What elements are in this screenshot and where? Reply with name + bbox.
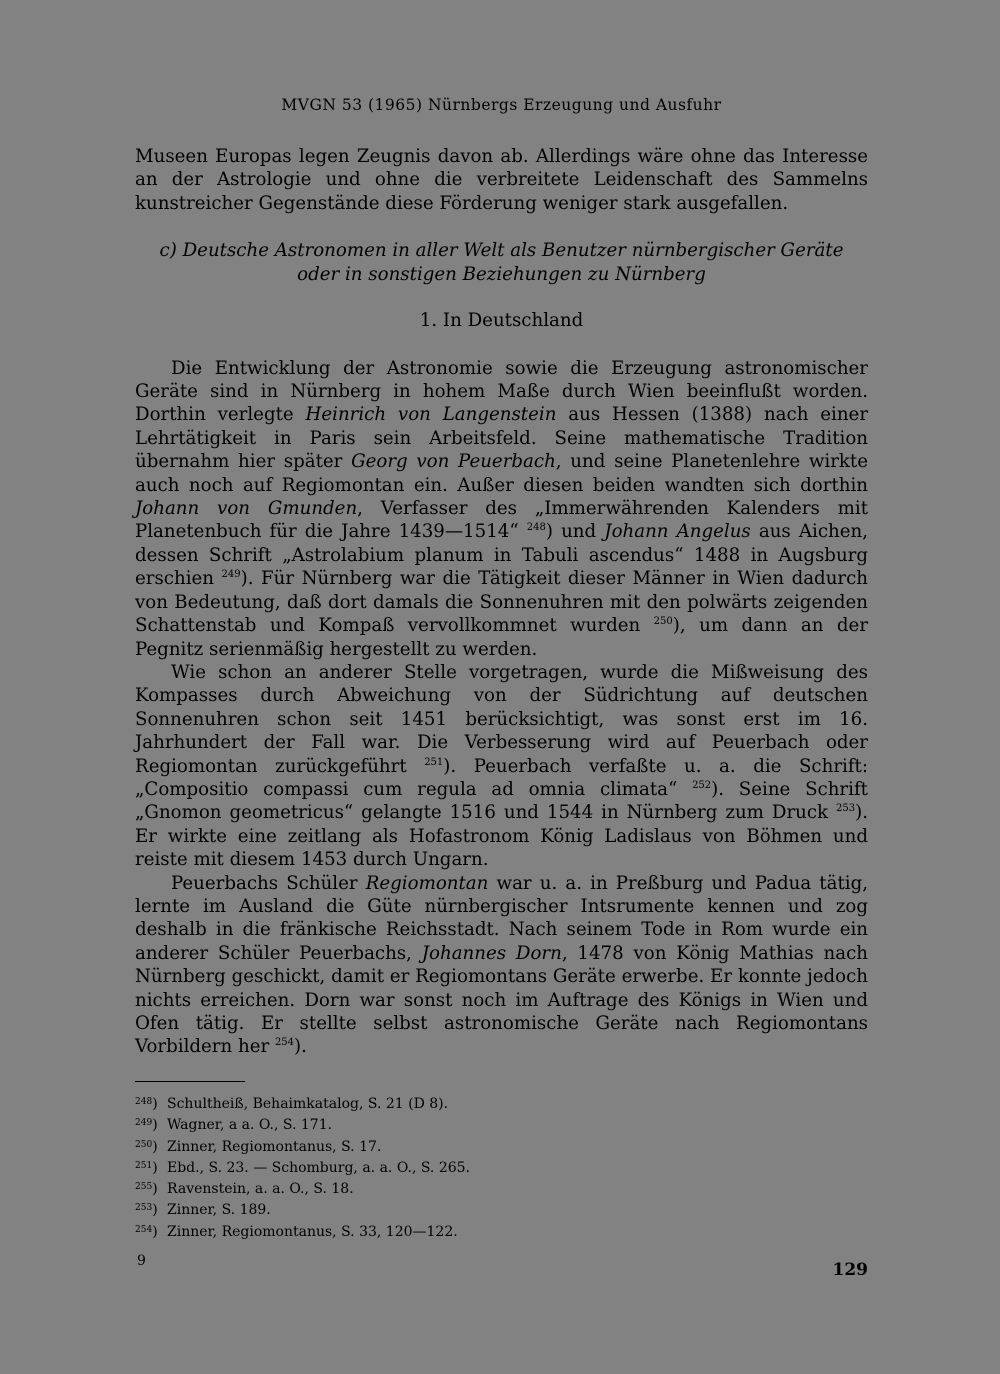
text-run: ). Für Nürnberg war die Tätigkeit dieser Männer in Wien dadurch von Bedeutung, daß dort damals die Sonnenuhren mit den polwärts zeigenden Schattenstab und Kompaß vervollkommnet wurden (135, 568, 868, 637)
footnote-ref: 253 (836, 803, 856, 815)
footnote-number: 254 (135, 1224, 153, 1235)
footnote: $^{250}$) Zinner, Regiomontanus, S. 17. (135, 1137, 868, 1158)
section-heading (135, 239, 868, 287)
footnote-text: Zinner, S. 189. (167, 1202, 271, 1219)
section-heading-line-1: c) Deutsche Astronomen in aller Welt als Benutzer nürnbergischer Geräte (159, 240, 844, 262)
footnote-text: Schultheiß, Behaimkatalog, S. 21 (D 8). (167, 1096, 449, 1112)
footnote: $^{254}$) Zinner, Regiomontanus, S. 33, 120—122. (135, 1222, 868, 1243)
footnote-divider (135, 1081, 245, 1082)
footnote: $^{248}$) Schultheiß, Behaimkatalog, S. 21 (D 8). (135, 1094, 868, 1115)
footnote-number: 255 (135, 1182, 153, 1193)
footnote: $^{251}$) Ebd., S. 23. — Schomburg, a. a. O., S. 265. (135, 1158, 868, 1179)
footnote-text: Zinner, Regiomontanus, S. 17. (167, 1138, 382, 1155)
page-number: 129 (832, 1260, 868, 1280)
intro-paragraph: Museen Europas legen Zeugnis davon ab. Allerdings wäre ohne das Interesse an der Astrologie und ohne die verbreitete Leidenschaft des Sammelns kunstreicher Gegenstände diese Förderung weniger stark ausgefallen. (135, 146, 868, 214)
text-run: ). (294, 1036, 307, 1058)
footnote-ref: 251 (424, 756, 444, 768)
text-run: Peuerbachs Schüler (171, 872, 366, 894)
text-run: Wie schon an anderer Stelle vorgetragen, wurde die Mißweisung des Kompasses durch Abweichung von der Südrichtung auf deutschen Sonnenuhren schon seit 1451 berücksichtigt, was sonst erst im 16. Jahrhundert der Fall war. Die Verbesserung wird auf Peuerbach oder Regiomontan zurückgeführt (135, 661, 868, 777)
footnote-ref: 250 (653, 616, 673, 628)
footnote-text: Wagner, a a. O., S. 171. (167, 1117, 333, 1134)
person-name: Regiomontan (365, 872, 489, 894)
running-head: MVGN 53 (1965) Nürnbergs Erzeugung und Ausfuhr (281, 96, 722, 114)
person-name: Georg von Peuerbach (351, 451, 556, 473)
text-run: ). Seine Schrift „Gnomon geometricus“ gelangte 1516 und 1544 in Nürnberg zum Druck (135, 778, 868, 824)
person-name: Johannes Dorn (421, 942, 562, 964)
text-run: war u. a. in Preßburg und Padua tätig, lernte im Ausland die Güte nürnbergischer Intsrumente kennen und zog deshalb in die fränkische Reichsstadt. Nach seinem Tode in Rom wurde ein anderer Schüler Peuerbachs, (135, 872, 868, 964)
paragraph-3 (135, 872, 868, 1059)
footnote: $^{255}$) Ravenstein, a. a. O., S. 18. (135, 1179, 868, 1200)
text-run: aus Aichen, dessen Schrift „Astrolabium planum in Tabuli ascendus“ 1488 in Augsburg erschien (135, 521, 868, 590)
footnote-number: 253 (135, 1203, 153, 1214)
footnote-number: 248 (135, 1097, 153, 1107)
footnote-text: Ravenstein, a. a. O., S. 18. (167, 1181, 354, 1198)
footnote-ref: 252 (692, 779, 712, 791)
text-run: ). Er wirkte eine zeitlang als Hofastronom König Ladislaus von Böhmen und reiste mit diesem 1453 durch Ungarn. (135, 802, 868, 871)
footnote-number: 250 (135, 1139, 153, 1150)
signature-mark: 9 (137, 1253, 146, 1269)
footnote-text: Ebd., S. 23. — Schomburg, a. a. O., S. 265. (167, 1159, 471, 1176)
text-run: ). Peuerbach verfaßte u. a. die Schrift: „Compositio compassi cum regula ad omnia climata“ (135, 755, 868, 800)
footnote-number: 249 (135, 1118, 153, 1129)
person-name: Johann von Gmunden (135, 498, 358, 520)
body-text (135, 145, 868, 1059)
text-run: , Verfasser des „Immerwährenden Kalenders mit Planetenbuch für die Jahre 1439—1514“ (135, 498, 868, 543)
paragraph-1 (135, 357, 868, 661)
footnote-ref: 248 (526, 522, 546, 534)
footnote-ref: 249 (221, 569, 241, 581)
text-run: Die Entwicklung der Astronomie sowie die Erzeugung astronomischer Geräte sind in Nürnberg in hohem Maße durch Wien beeinflußt worden. Dorthin verlegte (135, 357, 868, 426)
footnotes (135, 1094, 868, 1243)
footnote: $^{249}$) Wagner, a a. O., S. 171. (135, 1115, 868, 1136)
subsection-heading: 1. In Deutschland (419, 310, 584, 332)
text-run: aus Hessen (1388) nach einer Lehrtätigkeit in Paris sein Arbeitsfeld. Seine mathematische Tradition übernahm hier später (135, 404, 869, 473)
text-run: , 1478 von König Mathias nach Nürnberg geschickt, damit er Regiomontans Geräte erwerbe. Er konnte jedoch nichts erreichen. Dorn war sonst noch im Auftrage des Königs in Wien und Ofen tätig. Er stellte selbst astronomische Geräte nach Regiomontans Vorbildern her (135, 942, 868, 1058)
footnote-ref: 254 (274, 1037, 295, 1049)
person-name: Heinrich von Langenstein (305, 404, 557, 426)
text-run: , und seine Planetenlehre wirkte auch noch auf Regiomontan ein. Außer diesen beiden wandten sich dorthin (135, 451, 868, 496)
paragraph-2 (135, 661, 868, 872)
section-heading-line-2: oder in sonstigen Beziehungen zu Nürnberg (297, 264, 706, 286)
footnote: $^{253}$) Zinner, S. 189. (135, 1200, 868, 1221)
text-run: ), um dann an der Pegnitz serienmäßig hergestellt zu werden. (135, 615, 869, 660)
footnote-text: Zinner, Regiomontanus, S. 33, 120—122. (167, 1223, 458, 1240)
footnote-number: 251 (135, 1160, 153, 1171)
text-run: ) und (545, 521, 605, 543)
person-name: Johann Angelus (604, 521, 751, 543)
